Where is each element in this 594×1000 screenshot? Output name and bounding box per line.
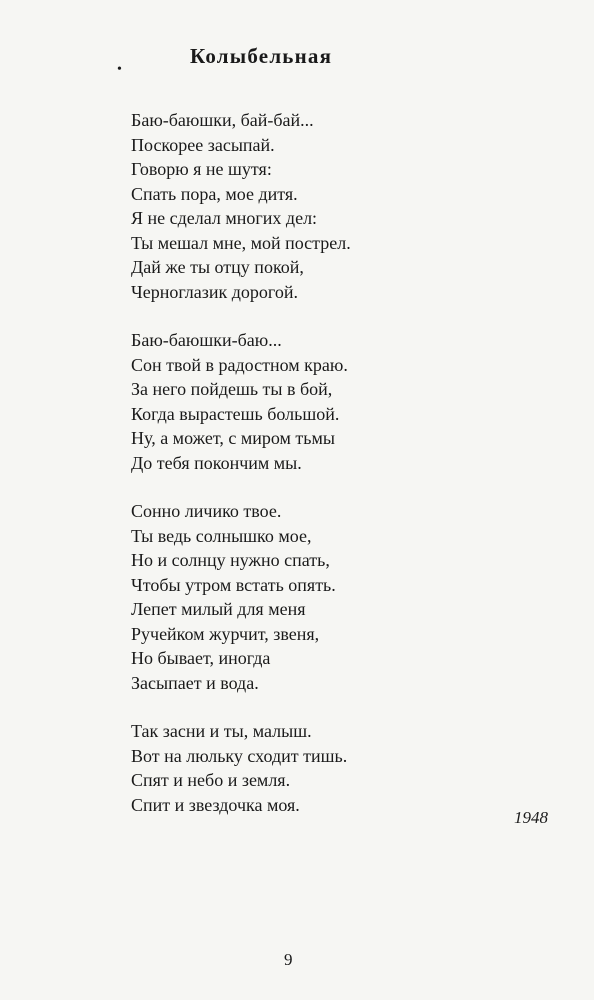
poem-line: Сонно личико твое.: [131, 501, 282, 521]
poem-line: Дай же ты отцу покой,: [131, 257, 304, 277]
poem-line: Сон твой в радостном краю.: [131, 354, 348, 375]
poem-line: Ручейком журчит, звеня,: [131, 623, 320, 644]
poem-line: Спят и небо и земля.: [131, 770, 291, 790]
poem-line: До тебя покончим мы.: [131, 452, 302, 473]
poem-line: Но и солнцу нужно спать,: [131, 550, 330, 570]
poem-line: Спать пора, мое дитя.: [131, 183, 298, 204]
stanza: [131, 108, 351, 304]
poem-line: Лепет милый для меня: [131, 599, 306, 619]
poem-line: Когда вырастешь большой.: [131, 403, 340, 424]
stanza: [131, 328, 351, 475]
poem-line: Спит и звездочка моя.: [131, 794, 300, 815]
poem-line: Чтобы утром встать опять.: [131, 574, 336, 595]
poem-line: Я не сделал многих дел:: [131, 208, 318, 228]
poem-line: Баю-баюшки-баю...: [131, 330, 282, 350]
poem-line: Но бывает, иногда: [131, 648, 271, 668]
poem-line: Засыпает и вода.: [131, 672, 259, 693]
poem-body: [131, 108, 351, 817]
poem-line: Поскорее засыпай.: [131, 134, 275, 155]
poem-line: За него пойдешь ты в бой,: [131, 379, 333, 399]
page-number: 9: [284, 950, 293, 969]
poem-line: Ты мешал мне, мой пострел.: [131, 232, 351, 253]
stanza: [131, 499, 351, 695]
poem-line: Ну, а может, с миром тьмы: [131, 428, 335, 448]
poem-line: Говорю я не шутя:: [131, 159, 272, 179]
poem-line: Вот на люльку сходит тишь.: [131, 745, 348, 766]
poem-line: Черноглазик дорогой.: [131, 281, 298, 302]
poem-line: Ты ведь солнышко мое,: [131, 525, 312, 546]
poem-title: Колыбельная: [190, 44, 333, 68]
stanza: [131, 719, 351, 817]
poem-line: Так засни и ты, малыш.: [131, 721, 312, 741]
ink-dot: •: [117, 62, 122, 77]
poem-line: Баю-баюшки, бай-бай...: [131, 110, 314, 130]
poem-year: 1948: [514, 808, 548, 827]
